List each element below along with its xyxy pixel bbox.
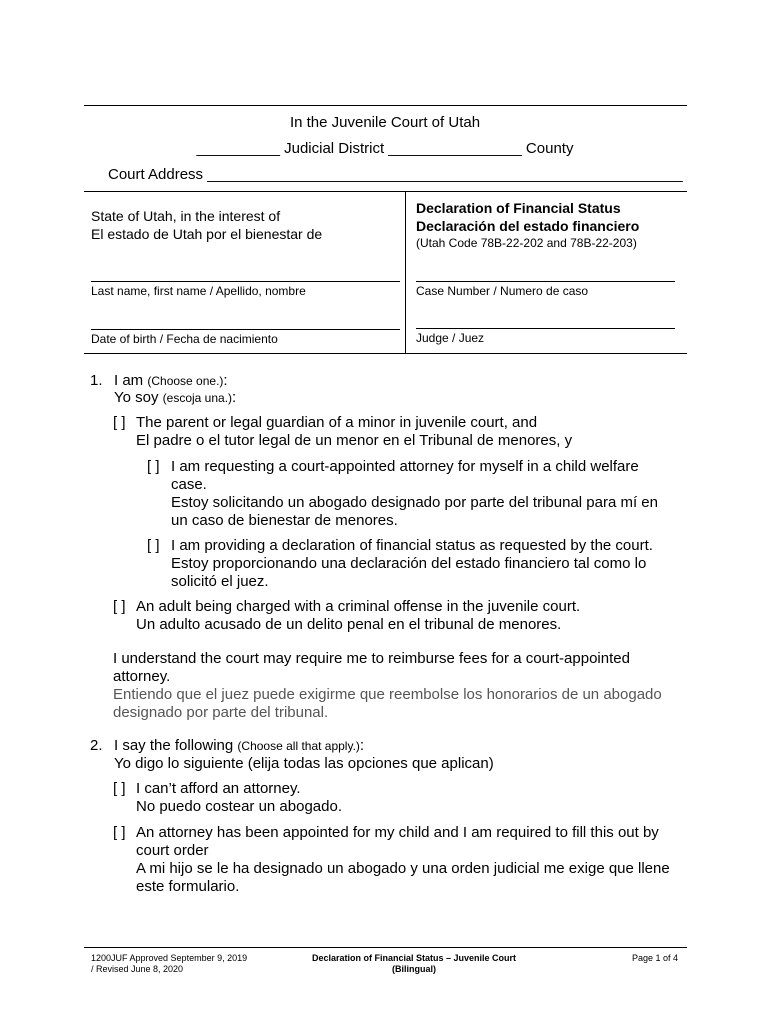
- page-number: Page 1 of 4: [632, 953, 679, 963]
- court-name: In the Juvenile Court of Utah: [289, 114, 481, 131]
- section-1-heading-en: I am (Choose one.):: [114, 372, 228, 389]
- parent-checkbox[interactable]: [ ]: [113, 414, 126, 431]
- caption-divider: [405, 191, 406, 354]
- adult-charged-es: Un adulto acusado de un delito penal en el tribunal de menores.: [136, 616, 562, 633]
- cannot-afford-checkbox[interactable]: [ ]: [113, 780, 126, 797]
- document-title-en: Declaration of Financial Status: [416, 200, 621, 216]
- adult-charged-checkbox[interactable]: [ ]: [113, 598, 126, 615]
- adult-charged-en: An adult being charged with a criminal offense in the juvenile court.: [136, 598, 581, 615]
- declaration-checkbox[interactable]: [ ]: [147, 537, 160, 554]
- reimburse-es-1: Entiendo que el juez puede exigirme que reembolse los honorarios de un abogado: [113, 686, 662, 703]
- attorney-request-en-2: case.: [171, 476, 207, 493]
- section-2-heading-es: Yo digo lo siguiente (elija todas las opciones que aplican): [114, 755, 494, 772]
- attorney-request-es-2: un caso de bienestar de menores.: [171, 512, 398, 529]
- appointed-en-2: court order: [136, 842, 209, 859]
- footer-title-1: Declaration of Financial Status – Juvenile Court: [311, 953, 517, 963]
- appointed-es-2: este formulario.: [136, 878, 240, 895]
- form-id-line-2: / Revised June 8, 2020: [91, 964, 184, 974]
- reimburse-en-1: I understand the court may require me to reimburse fees for a court-appointed: [113, 650, 630, 667]
- party-line-en: State of Utah, in the interest of: [91, 208, 281, 224]
- section-2-number: 2.: [90, 737, 103, 754]
- reimburse-es-2: designado por parte del tribunal.: [113, 704, 329, 721]
- court-address-line: Court Address _________________________________________________________: [108, 166, 683, 183]
- judge-field-line[interactable]: [416, 328, 675, 329]
- attorney-request-checkbox[interactable]: [ ]: [147, 458, 160, 475]
- declaration-en: I am providing a declaration of financial status as requested by the court.: [171, 537, 653, 554]
- appointed-checkbox[interactable]: [ ]: [113, 824, 126, 841]
- parent-option-en: The parent or legal guardian of a minor in juvenile court, and: [136, 414, 538, 431]
- caption-bottom-rule: [84, 353, 687, 354]
- attorney-request-en-1: I am requesting a court-appointed attorney for myself in a child welfare: [171, 458, 639, 475]
- judge-label: Judge / Juez: [416, 331, 485, 345]
- footer-title-2: (Bilingual): [392, 964, 436, 974]
- appointed-en-1: An attorney has been appointed for my child and I am required to fill this out by: [136, 824, 659, 841]
- cannot-afford-es: No puedo costear un abogado.: [136, 798, 342, 815]
- document-title-es: Declaración del estado financiero: [416, 218, 640, 234]
- dob-label: Date of birth / Fecha de nacimiento: [91, 332, 278, 346]
- form-id-line-1: 1200JUF Approved September 9, 2019: [91, 953, 248, 963]
- section-1-heading-es: Yo soy (escoja una.):: [114, 389, 237, 406]
- dob-field-line[interactable]: [91, 329, 400, 330]
- utah-code-reference: (Utah Code 78B-22-202 and 78B-22-203): [416, 236, 637, 250]
- footer-rule: [84, 947, 687, 948]
- top-rule: [84, 105, 687, 106]
- name-label: Last name, first name / Apellido, nombre: [91, 284, 306, 298]
- section-1-number: 1.: [90, 372, 103, 389]
- declaration-es-2: solicitó el juez.: [171, 573, 269, 590]
- appointed-es-1: A mi hijo se le ha designado un abogado y una orden judicial me exige que llene: [136, 860, 670, 877]
- district-county-line: __________ Judicial District ________________ County: [196, 140, 574, 157]
- case-number-label: Case Number / Numero de caso: [416, 284, 589, 298]
- name-field-line[interactable]: [91, 281, 400, 282]
- declaration-es-1: Estoy proporcionando una declaración del estado financiero tal como lo: [171, 555, 647, 572]
- case-number-field-line[interactable]: [416, 281, 675, 282]
- caption-top-rule: [84, 191, 687, 192]
- attorney-request-es-1: Estoy solicitando un abogado designado por parte del tribunal para mí en: [171, 494, 658, 511]
- section-2-heading-en: I say the following (Choose all that apply.):: [114, 737, 365, 754]
- cannot-afford-en: I can’t afford an attorney.: [136, 780, 301, 797]
- reimburse-en-2: attorney.: [113, 668, 171, 685]
- party-line-es: El estado de Utah por el bienestar de: [91, 226, 323, 242]
- parent-option-es: El padre o el tutor legal de un menor en el Tribunal de menores, y: [136, 432, 573, 449]
